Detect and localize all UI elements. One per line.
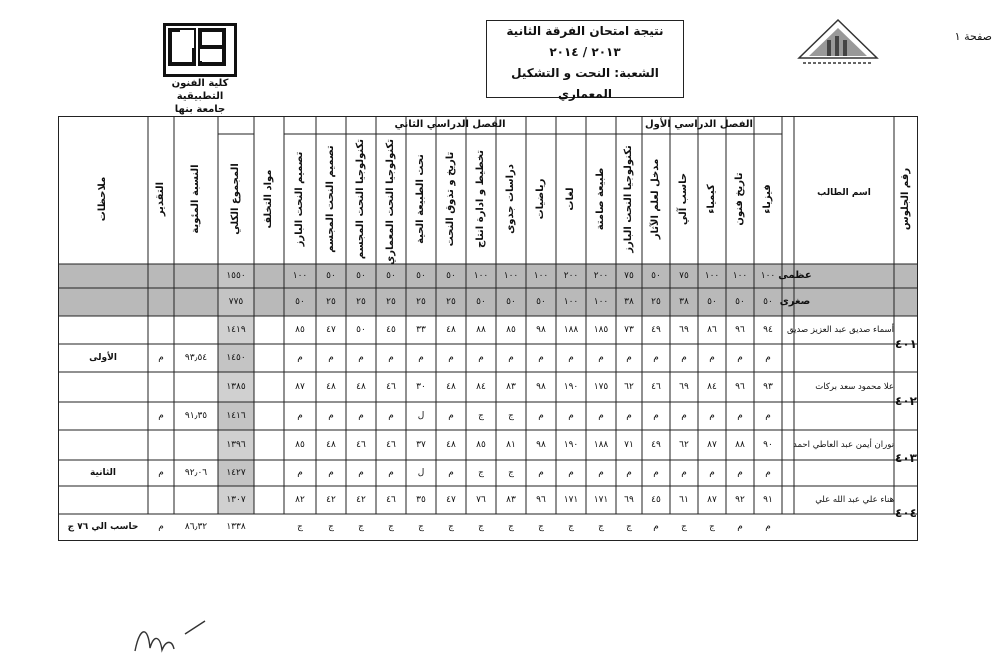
score-cell: ٩٦ <box>735 325 745 335</box>
score-cell: ٤٢ <box>326 495 336 505</box>
score-cell: ٩١ <box>763 495 773 505</box>
score-cell: م <box>388 353 394 363</box>
student-name: هناء علي عبد الله علي <box>815 495 894 505</box>
score-cell: م <box>538 468 544 478</box>
score-cell: م <box>358 468 364 478</box>
notes: الأولى <box>89 353 117 363</box>
label-max: عظمى <box>778 270 812 281</box>
score-cell: م <box>737 522 743 532</box>
score-cell: م <box>328 353 334 363</box>
header-percent: النسبة المئوية <box>190 164 201 234</box>
score-cell: ٤٨ <box>446 325 456 335</box>
row-total: ١٤١٩ <box>226 325 246 335</box>
row-total: ١٣٠٧ <box>226 495 246 505</box>
header-total: المجموع الكلي <box>230 163 241 235</box>
title-line-3: الشعبة: النحت و التشكيل المعماري <box>511 66 659 101</box>
header-name: اسم الطالب <box>817 188 871 198</box>
score-cell: ١٠٠ <box>732 271 748 281</box>
grade: م <box>158 353 164 363</box>
min-total: ٧٧٥ <box>228 297 244 307</box>
header-term1-subject: حاسب آلي <box>678 172 689 226</box>
final-total: ١٤٢٧ <box>226 468 246 478</box>
score-cell: ٨٢ <box>295 495 305 505</box>
final-total: ١٤٥٠ <box>226 353 246 363</box>
header-term1-subject: تكنولوجيا النحت البارز <box>623 145 634 253</box>
score-cell: ٥٠ <box>386 271 396 281</box>
score-cell: ٥٠ <box>476 297 486 307</box>
score-cell: ٤٥ <box>386 325 396 335</box>
seat-number: ٤٠١ <box>895 337 917 351</box>
results-table <box>58 116 918 541</box>
final-total: ١٤١٦ <box>226 411 246 421</box>
score-cell: م <box>626 468 632 478</box>
student-name: علا محمود سعد بركات <box>815 382 894 392</box>
percent: ٨٦٫٣٢ <box>184 522 208 532</box>
score-cell: ٢٥ <box>416 297 426 307</box>
header-term2-subject: تاريخ و تذوق النحت <box>445 151 456 247</box>
score-cell: ج <box>328 522 334 532</box>
score-cell: ٨٥ <box>506 325 516 335</box>
score-cell: ٣٧ <box>416 440 426 450</box>
score-cell: ل <box>417 468 425 478</box>
score-cell: ٤٥ <box>651 495 661 505</box>
score-cell: ٨٣ <box>506 495 516 505</box>
score-cell: م <box>538 353 544 363</box>
score-cell: ٣٨ <box>624 297 634 307</box>
term1-title: الفصل الدراسي الأول <box>645 119 753 130</box>
score-cell: م <box>737 411 743 421</box>
score-cell: م <box>765 411 771 421</box>
score-cell: ٢٥ <box>446 297 456 307</box>
score-cell: ١٨٨ <box>563 325 579 335</box>
score-cell: م <box>737 468 743 478</box>
notes <box>58 402 148 430</box>
score-cell: م <box>388 468 394 478</box>
score-cell: ٤٨ <box>326 440 336 450</box>
score-cell: ج <box>297 522 303 532</box>
header-failed: مواد التخلف <box>263 169 274 229</box>
header-term1-subject: تاريخ فنون <box>734 172 745 226</box>
score-cell: م <box>653 468 659 478</box>
page-number: صفحة ١ <box>954 30 992 43</box>
score-cell: ١٩٠ <box>563 440 579 450</box>
score-cell: ٥٠ <box>506 297 516 307</box>
score-cell: ٤٧ <box>326 325 336 335</box>
faculty-logo-mark <box>163 23 237 77</box>
score-cell: م <box>737 353 743 363</box>
score-cell: م <box>568 353 574 363</box>
header-term2-subject: تصميم النحت المجسم <box>325 145 336 253</box>
score-cell: م <box>598 353 604 363</box>
score-cell: ١٠٠ <box>704 271 720 281</box>
score-cell: ٣٨ <box>679 297 689 307</box>
score-cell: ١٧١ <box>563 495 579 505</box>
score-cell: ج <box>358 522 364 532</box>
score-cell: م <box>653 353 659 363</box>
score-cell: ٥٠ <box>536 297 546 307</box>
row-total: ١٣٩٦ <box>226 440 246 450</box>
score-cell: ٥٠ <box>707 297 717 307</box>
score-cell: م <box>358 411 364 421</box>
score-cell: ٧٥ <box>624 271 634 281</box>
score-cell: م <box>478 353 484 363</box>
score-cell: ١٠٠ <box>292 271 308 281</box>
score-cell: م <box>388 411 394 421</box>
score-cell: ٢٥ <box>386 297 396 307</box>
score-cell: ٤٨ <box>446 440 456 450</box>
score-cell: م <box>681 353 687 363</box>
score-cell: ج <box>508 411 514 421</box>
title-line-1: نتيجة امتحان الفرقة الثانية <box>506 24 664 38</box>
score-cell: ٩٨ <box>536 440 546 450</box>
seat-number: ٤٠٢ <box>895 394 917 408</box>
header-grade: التقدير <box>155 181 166 217</box>
score-cell: ٧١ <box>624 440 634 450</box>
label-min: صغرى <box>779 296 811 307</box>
score-cell: م <box>653 411 659 421</box>
score-cell: م <box>765 353 771 363</box>
score-cell: م <box>765 522 771 532</box>
score-cell: م <box>653 522 659 532</box>
score-cell: ١٠٠ <box>473 271 489 281</box>
score-cell: ٤٧ <box>446 495 456 505</box>
score-cell: ٤٨ <box>446 382 456 392</box>
score-cell: ج <box>568 522 574 532</box>
score-cell: ل <box>417 411 425 421</box>
score-cell: ج <box>388 522 394 532</box>
score-cell: ٨٥ <box>295 440 305 450</box>
percent: ٩١٫٣٥ <box>184 411 208 421</box>
score-cell: ٤٨ <box>326 382 336 392</box>
header-term2-subject: طبيعة صامتة <box>595 167 606 231</box>
percent: ٩٣٫٥٤ <box>184 353 208 363</box>
score-cell: ٦١ <box>679 495 689 505</box>
score-cell: م <box>328 468 334 478</box>
score-cell: ج <box>598 522 604 532</box>
score-cell: م <box>508 353 514 363</box>
score-cell: م <box>598 411 604 421</box>
score-cell: ١٠٠ <box>533 271 549 281</box>
score-cell: ٨٥ <box>295 325 305 335</box>
score-cell: ٢٠٠ <box>563 271 579 281</box>
score-cell: ج <box>538 522 544 532</box>
score-cell: ١٠٠ <box>760 271 776 281</box>
faculty-name: كلية الفنون التطبيقية <box>171 78 229 102</box>
term2-title: الفصل الدراسي الثاني <box>394 119 506 130</box>
score-cell: ٦٩ <box>679 382 689 392</box>
score-cell: م <box>626 411 632 421</box>
score-cell: ٥٠ <box>446 271 456 281</box>
score-cell: ٧٦ <box>476 495 486 505</box>
score-cell: ج <box>709 522 715 532</box>
faculty-logo <box>150 23 250 113</box>
seat-number: ٤٠٣ <box>895 451 917 465</box>
score-cell: ٤٦ <box>651 382 661 392</box>
score-cell: ٨٧ <box>707 440 717 450</box>
notes: الثانية <box>89 468 117 478</box>
score-cell: م <box>297 411 303 421</box>
score-cell: م <box>709 468 715 478</box>
score-cell: ٦٩ <box>624 495 634 505</box>
score-cell: ٦٩ <box>679 325 689 335</box>
grade: م <box>158 468 164 478</box>
score-cell: ١٩٠ <box>563 382 579 392</box>
exam-title-box <box>486 20 684 101</box>
score-cell: ٩٨ <box>536 382 546 392</box>
score-cell: ٥٠ <box>416 271 426 281</box>
score-cell: ٨٥ <box>476 440 486 450</box>
score-cell: م <box>709 353 715 363</box>
score-cell: ٥٠ <box>763 297 773 307</box>
score-cell: ١٨٨ <box>593 440 609 450</box>
signature <box>130 616 220 660</box>
score-cell: ٩٨ <box>536 325 546 335</box>
score-cell: ٨٦ <box>707 325 717 335</box>
score-cell: ج <box>448 522 454 532</box>
score-cell: ١٧٥ <box>593 382 609 392</box>
score-cell: ج <box>681 522 687 532</box>
score-cell: ٨١ <box>506 440 516 450</box>
header-term1-subject: كيمياء <box>706 184 717 214</box>
score-cell: ج <box>508 522 514 532</box>
row-total: ١٣٨٥ <box>226 382 246 392</box>
score-cell: ٩٢ <box>735 495 745 505</box>
header-seat: رقم الجلوس <box>900 167 911 231</box>
score-cell: ٤٦ <box>386 440 396 450</box>
notes: حاسب الي ٧٦ ج <box>67 522 139 532</box>
seat-number: ٤٠٤ <box>895 506 917 520</box>
score-cell: ١٠٠ <box>563 297 579 307</box>
score-cell: ٨٨ <box>735 440 745 450</box>
score-cell: ج <box>478 522 484 532</box>
score-cell: ٩٦ <box>536 495 546 505</box>
score-cell: ٤٢ <box>356 495 366 505</box>
score-cell: م <box>297 353 303 363</box>
score-cell: ٨٧ <box>295 382 305 392</box>
score-cell: م <box>626 353 632 363</box>
score-cell: ج <box>478 411 484 421</box>
score-cell: ٨٨ <box>476 325 486 335</box>
score-cell: ٤٦ <box>386 495 396 505</box>
score-cell: ج <box>478 468 484 478</box>
percent: ٩٢٫٠٦ <box>184 468 208 478</box>
score-cell: م <box>765 468 771 478</box>
max-total: ١٥٥٠ <box>226 271 246 281</box>
title-line-2: ٢٠١٣ / ٢٠١٤ <box>549 45 621 59</box>
score-cell: ٥٠ <box>326 271 336 281</box>
score-cell: ١٨٥ <box>593 325 609 335</box>
score-cell: ج <box>508 468 514 478</box>
score-cell: ٧٣ <box>624 325 634 335</box>
score-cell: ٢٠٠ <box>593 271 609 281</box>
score-cell: ٥٠ <box>651 271 661 281</box>
score-cell: م <box>358 353 364 363</box>
score-cell: ج <box>626 522 632 532</box>
score-cell: ٣٥ <box>416 495 426 505</box>
score-cell: م <box>681 468 687 478</box>
header-notes: ملاحظات <box>97 176 108 222</box>
score-cell: ٢٥ <box>326 297 336 307</box>
score-cell: ٢٥ <box>356 297 366 307</box>
score-cell: ٦٢ <box>624 382 634 392</box>
score-cell: ٩٠ <box>763 440 773 450</box>
score-cell: ١٠٠ <box>503 271 519 281</box>
score-cell: ٨٧ <box>707 495 717 505</box>
header-term2-subject: تصميم النحت البارز <box>294 151 305 247</box>
score-cell: م <box>448 353 454 363</box>
header-term2-subject: تخطيط و ادارة انتاج <box>475 149 486 249</box>
score-cell: م <box>681 411 687 421</box>
header-term1-subject: فيزياء <box>762 184 773 214</box>
score-cell: ٩٦ <box>735 382 745 392</box>
score-cell: ج <box>418 522 424 532</box>
score-cell: ٩٤ <box>763 325 773 335</box>
score-cell: م <box>568 468 574 478</box>
header-term2-subject: دراسات جدوى <box>505 164 516 234</box>
score-cell: م <box>328 411 334 421</box>
score-cell: م <box>538 411 544 421</box>
score-cell: ٥٠ <box>356 271 366 281</box>
header-term2-subject: تكنولوجيا النحت المعماري <box>385 139 396 265</box>
score-cell: م <box>568 411 574 421</box>
score-cell: م <box>297 468 303 478</box>
score-cell: م <box>448 468 454 478</box>
header-term2-subject: تكنولوجيا النحت المجسم <box>355 139 366 260</box>
university-emblem <box>797 18 879 70</box>
grade: م <box>158 522 164 532</box>
student-name: أسماء صديق عبد العزيز صديق <box>787 325 894 335</box>
score-cell: ٤٨ <box>356 382 366 392</box>
score-cell: ٢٥ <box>651 297 661 307</box>
score-cell: ١٠٠ <box>593 297 609 307</box>
score-cell: ٤٦ <box>356 440 366 450</box>
score-cell: م <box>418 353 424 363</box>
score-cell: م <box>448 411 454 421</box>
final-total: ١٣٣٨ <box>226 522 246 532</box>
score-cell: ٩٣ <box>763 382 773 392</box>
header-term1-subject: مدخل لعلم الآثار <box>650 158 661 240</box>
score-cell: ٤٩ <box>651 440 661 450</box>
score-cell: ٤٩ <box>651 325 661 335</box>
score-cell: ٥٠ <box>295 297 305 307</box>
score-cell: ٤٦ <box>386 382 396 392</box>
score-cell: م <box>598 468 604 478</box>
score-cell: م <box>709 411 715 421</box>
score-cell: ٧٥ <box>679 271 689 281</box>
score-cell: ٨٤ <box>707 382 717 392</box>
header-term2-subject: نحت الطبيعة الحية <box>415 154 426 244</box>
score-cell: ١٧١ <box>593 495 609 505</box>
score-cell: ٨٤ <box>476 382 486 392</box>
score-cell: ٥٠ <box>356 325 366 335</box>
header-term2-subject: رياضيات <box>535 178 546 220</box>
university-name: جامعة بنها <box>174 104 226 115</box>
student-name: نوران أيمن عبد العاطي احمد <box>793 440 894 450</box>
score-cell: ٥٠ <box>735 297 745 307</box>
grade: م <box>158 411 164 421</box>
score-cell: ٨٣ <box>506 382 516 392</box>
score-cell: ٣٠ <box>416 382 426 392</box>
score-cell: ٦٢ <box>679 440 689 450</box>
score-cell: ٣٣ <box>416 325 426 335</box>
header-term2-subject: لغات <box>565 187 576 211</box>
